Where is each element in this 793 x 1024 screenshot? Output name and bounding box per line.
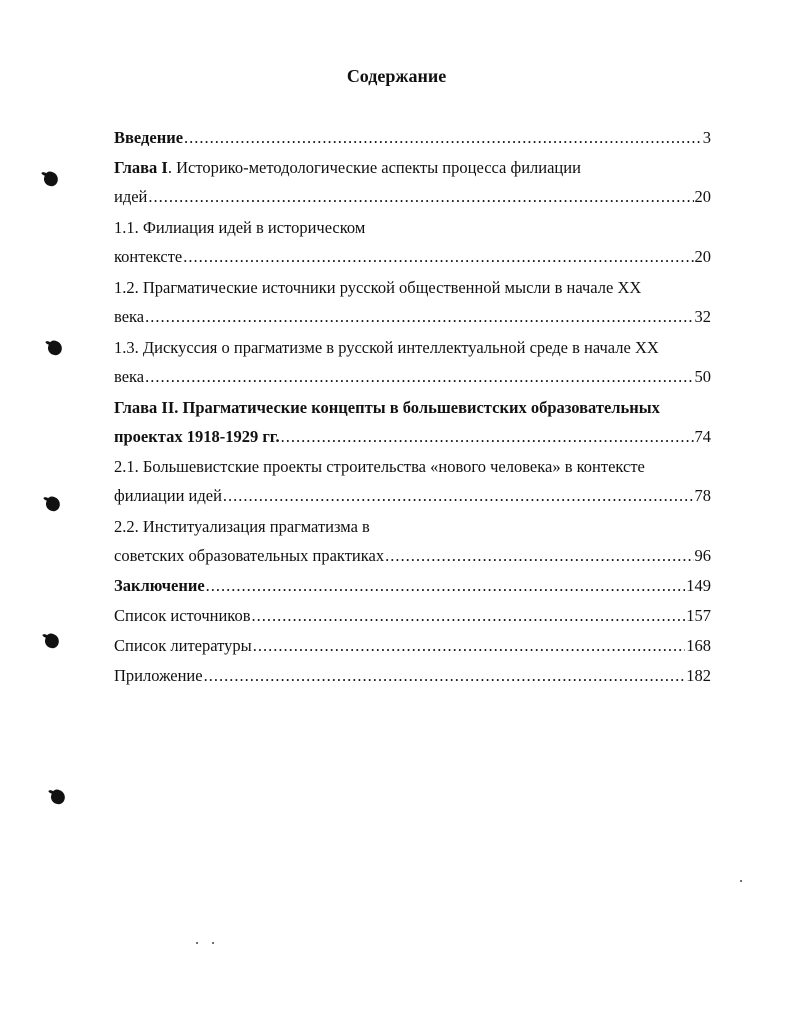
dot-leader <box>145 303 693 331</box>
toc-entry-section-2-2-cont[interactable] <box>114 542 711 570</box>
dot-leader <box>252 602 686 630</box>
toc-page-number: 20 <box>694 247 711 266</box>
dot-leader <box>145 363 693 391</box>
toc-page-number: 20 <box>694 187 711 206</box>
toc-entry-section-1-2[interactable] <box>114 274 711 302</box>
scan-speck <box>212 942 214 944</box>
toc-page-number: 3 <box>702 128 711 147</box>
toc-entry-conclusion[interactable] <box>114 572 711 600</box>
scan-mark-icon <box>49 788 67 806</box>
dot-leader <box>204 662 686 690</box>
toc-entry-text: 1.1. Филиация идей в историческом <box>114 218 366 237</box>
scan-speck <box>196 942 198 944</box>
dot-leader <box>223 482 694 510</box>
toc-page-number: 32 <box>694 307 711 326</box>
toc-entry-literature[interactable] <box>114 632 711 660</box>
scan-mark-icon <box>44 495 62 513</box>
toc-page-number: 149 <box>686 576 711 595</box>
toc-entry-text: 1.3. Дискуссия о прагматизме в русской интеллектуальной среде в начале XX <box>114 338 659 357</box>
toc-entry-text: 1.2. Прагматические источники русской общественной мысли в начале XX <box>114 278 642 297</box>
toc-entry-text: века <box>114 307 145 326</box>
toc-entry-introduction[interactable] <box>114 124 711 152</box>
toc-entry-section-1-2-cont[interactable] <box>114 303 711 331</box>
dot-leader <box>206 572 686 600</box>
toc-entry-chapter-2[interactable] <box>114 394 711 422</box>
scan-speck <box>740 880 742 882</box>
toc-page-number: 96 <box>694 546 711 565</box>
toc-entry-text: 2.1. Большевистские проекты строительства «нового человека» в контексте <box>114 457 645 476</box>
scan-mark-icon <box>42 170 60 188</box>
dot-leader <box>253 632 686 660</box>
toc-entry-text: филиации идей <box>114 486 222 505</box>
toc-page-number: 78 <box>694 486 711 505</box>
toc-entry-text: Введение <box>114 128 184 147</box>
toc-page-number: 182 <box>686 666 711 685</box>
toc-entry-text: 2.2. Институализация прагматизма в <box>114 517 370 536</box>
toc-entry-chapter-1-cont[interactable] <box>114 183 711 211</box>
toc-page-number: 168 <box>686 636 711 655</box>
toc-entry-section-1-3-cont[interactable] <box>114 363 711 391</box>
dot-leader <box>184 124 702 152</box>
scan-mark-icon <box>46 339 64 357</box>
toc-entry-text: советских образовательных практиках <box>114 546 385 565</box>
toc-entry-section-2-1-cont[interactable] <box>114 482 711 510</box>
toc-entry-text: Список литературы <box>114 636 252 655</box>
toc-page-number: 50 <box>694 367 711 386</box>
toc-entry-text: Заключение <box>114 576 205 595</box>
toc-entry-text: проектах 1918-1929 гг. <box>114 427 280 446</box>
dot-leader <box>281 423 694 451</box>
toc-page-number: 74 <box>694 427 711 446</box>
toc-entry-appendix[interactable] <box>114 662 711 690</box>
toc-entry-section-1-1-cont[interactable] <box>114 243 711 271</box>
toc-entry-text: Глава II. Прагматические концепты в большевистских образовательных <box>114 398 660 417</box>
dot-leader <box>385 542 693 570</box>
toc-entry-text: Список источников <box>114 606 251 625</box>
page-title: Содержание <box>346 66 447 86</box>
toc-entry-text: контексте <box>114 247 183 266</box>
toc-entry-text: идей <box>114 187 148 206</box>
toc-entry-sources[interactable] <box>114 602 711 630</box>
dot-leader <box>183 243 693 271</box>
toc-entry-section-2-1[interactable] <box>114 453 711 481</box>
toc-entry-chapter-1[interactable] <box>114 154 711 182</box>
toc-entry-section-1-3[interactable] <box>114 334 711 362</box>
toc-entry-chapter-2-cont[interactable] <box>114 423 711 451</box>
toc-entry-section-1-1[interactable] <box>114 214 711 242</box>
toc-entry-text: Глава I. Историко-методологические аспекты процесса филиации <box>114 158 581 177</box>
toc-page-number: 157 <box>686 606 711 625</box>
scan-mark-icon <box>43 632 61 650</box>
dot-leader <box>148 183 693 211</box>
toc-entry-section-2-2[interactable] <box>114 513 711 541</box>
toc-entry-text: Приложение <box>114 666 203 685</box>
toc-entry-text: века <box>114 367 145 386</box>
